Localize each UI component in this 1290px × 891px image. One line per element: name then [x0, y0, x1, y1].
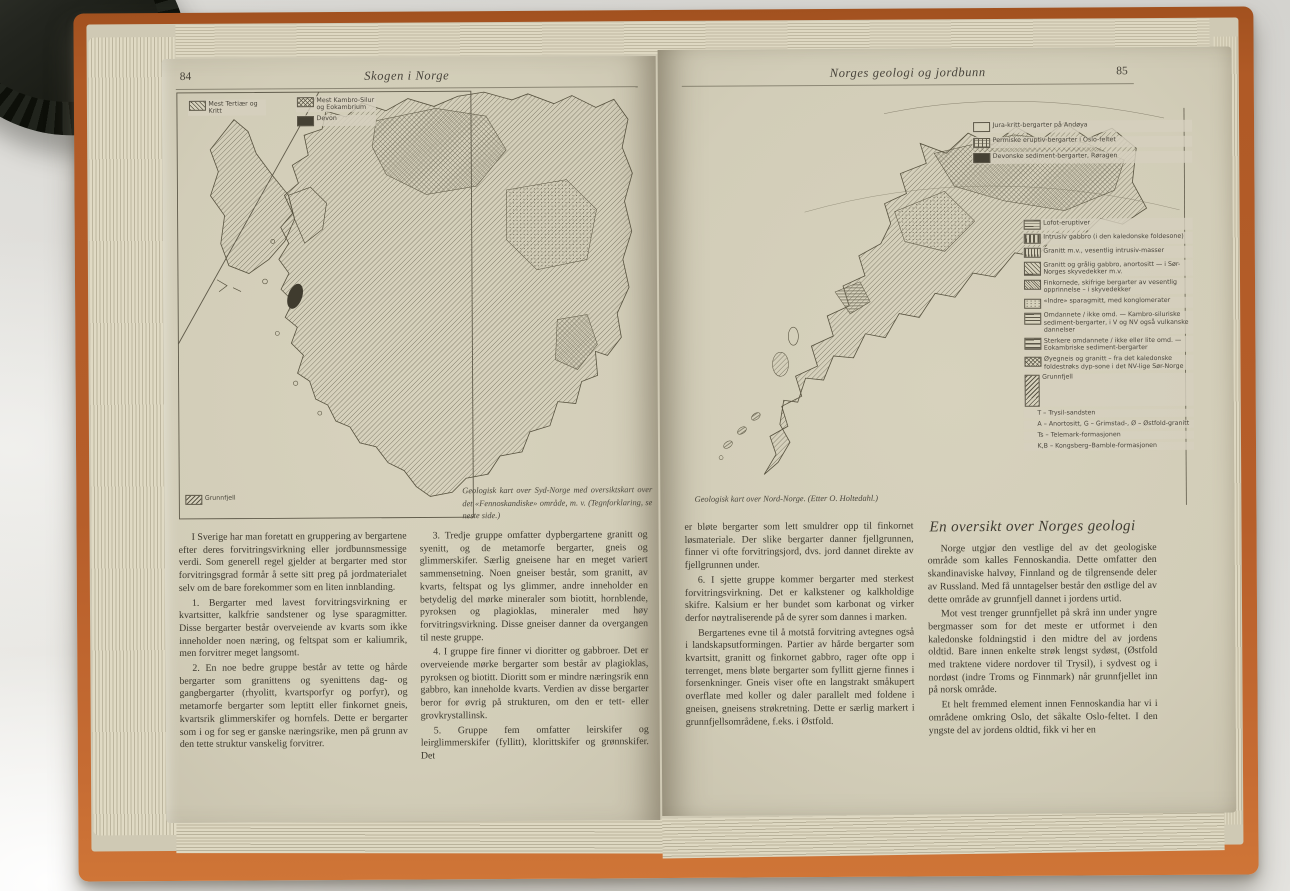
- legend-grunnfjell: [184, 493, 276, 505]
- paragraph: 5. Gruppe fem omfatter leirskifer og leirglimmerskifer (fyllitt), klorittskifer og grønnskifer. Det: [420, 723, 649, 762]
- text-column-1: [179, 531, 408, 765]
- legend-label: Øyegneis og granitt – fra det kaledonske foldestrøks dyp-sone i det NV-lige Sør-Norge: [1043, 355, 1184, 371]
- sparag-swatch-icon: [1024, 298, 1041, 308]
- paragraph: er bløte bergarter som lett smuldrer opp til finkornet løsmateriale. Der slike bergarter danner fjellgrunnen, finner vi ofte forvitringsjord, dvs. jord dannet direkte av fjellgrunnen under.: [684, 520, 914, 571]
- cross-swatch-icon: [296, 97, 313, 107]
- geologisk-kart-nord-norge: [684, 90, 1197, 510]
- geologisk-kart-syd-norge: [176, 89, 653, 524]
- legend-label: Granitt og grålig gabbro, anortositt — i Sør-Norges skyvedekker m.v.: [1043, 260, 1181, 276]
- gf-swatch-icon: [185, 495, 202, 505]
- left-page: [162, 56, 661, 823]
- legend-label: Sterkere omdannete / ikke eller lite omd. — Eokambriske sediment-bergarter: [1043, 336, 1182, 352]
- section-paragraphs: [928, 542, 1158, 738]
- paragraph: Mot vest trenger grunnfjellet på skrå inn under yngre bergmasser som for det meste er utformet i den kaledonske foldningstid i den midtre del av jordens oldtid. Bare innen enkelte strøk lengst sydøst, (Østfold med traktene videre nordover til Trysil), i sydvest og i nordøst (indre Troms og Finnmark) når grunnfjellet inn på norsk område.: [928, 607, 1158, 696]
- legend-item: [972, 135, 1192, 148]
- legend-nord-norge-side: [1023, 218, 1194, 452]
- bands-swatch-icon: [1024, 312, 1041, 324]
- paragraph: Et helt fremmed element innen Fennoskandia har vi i områdene omkring Oslo, det såkalte Oslo-feltet. I den yngste del av jordens oldtid, fikk vi her en: [928, 698, 1158, 736]
- legend-label: K,B – Kongsberg–Bamble-formasjonen: [1037, 442, 1158, 451]
- legend-label: Granitt m.v., vesentlig intrusiv-masser: [1043, 246, 1165, 255]
- syd-norge-map-drawing: [176, 89, 639, 524]
- legend-item: [1023, 232, 1193, 245]
- legend-nord-norge-top: [972, 120, 1192, 164]
- legend-label: Ts – Telemark-formasjonen: [1037, 431, 1121, 440]
- legend-label: Grunnfjell: [204, 494, 236, 502]
- right-page-text: [684, 519, 1235, 740]
- right-page-header: [682, 59, 1134, 86]
- page-edges-bottom-right: [662, 810, 1225, 858]
- legend-label: Devonske sediment-bergarter, Røragen: [992, 151, 1118, 160]
- left-page-header: [176, 62, 638, 89]
- legend-item: [1023, 336, 1193, 353]
- legend-item: [1023, 260, 1193, 277]
- legend-label: Devon: [316, 115, 337, 123]
- legend-item: [1023, 246, 1193, 259]
- legend-item: [1024, 373, 1194, 408]
- page-edges-bottom-left: [176, 819, 724, 853]
- legend-item: [1024, 409, 1194, 419]
- paragraph: I Sverige har man foretatt en gruppering av bergartene efter deres forvitringsvirkning eller jordbunnsmessige verdi. Som generell regel gjelder at bergarter med stor forvitringsgrad formår å sette sitt preg på jordmaterialet selv om de bare forekommer som en liten innblanding.: [178, 530, 407, 594]
- legend-item: [184, 493, 276, 505]
- running-title: Norges geologi og jordbunn: [829, 65, 986, 80]
- legend-label: Mest Kambro-Silur og Eokambrium: [316, 96, 375, 112]
- map-caption-nord-norge: Geologisk kart over Nord-Norge. (Etter O. Holtedahl.): [694, 493, 879, 504]
- bands2-swatch-icon: [1024, 338, 1041, 350]
- text-column-2: [420, 529, 649, 763]
- diag-swatch-icon: [188, 101, 205, 111]
- legend-tertiary: [188, 99, 266, 115]
- legend-label: Finkornede, skifrige bergarter av vesentlig opprinnelse – i skyvedekker: [1043, 278, 1178, 294]
- left-page-text: [179, 529, 660, 765]
- legend-label: A – Anortositt, G – Grimstad-, Ø – Østfold-granitt: [1037, 420, 1190, 429]
- legend-item: [1023, 310, 1193, 334]
- paragraph: 2. En noe bedre gruppe består av tette og hårde bergarter som granittens og syenittens dag- og gangbergarter (rhyolitt, kvartsporfyr og porfyr), og metamorfe bergarter som leptitt eller finkornet gneis, kvartsrik glimmerskifer og hornfels. Dette er bergarter som i og for seg er ganske næringsrike, men på grunn av den tette struktur vanskelig forvitrer.: [179, 661, 408, 751]
- right-page: [658, 47, 1237, 816]
- legend-label: Permiske eruptiv-bergarter i Oslo-feltet: [992, 136, 1116, 144]
- legend-label: Mest Tertiær og Kritt: [208, 99, 258, 115]
- hlines-swatch-icon: [1023, 220, 1040, 230]
- legend-cambro-silur: [296, 96, 376, 127]
- solid-swatch-icon: [973, 153, 990, 163]
- legend-label: Omdannete / ikke omd. — Kambro-siluriske sediment-bergarter, i V og NV også vulkanske dannelser: [1043, 310, 1189, 334]
- legend-item: [1024, 442, 1194, 452]
- brick-swatch-icon: [973, 138, 990, 148]
- legend-item: [1023, 278, 1193, 295]
- legend-item: [1024, 431, 1194, 441]
- cross-swatch-icon: [1024, 356, 1041, 366]
- legend-item: [1023, 354, 1193, 371]
- text-column-1: [684, 520, 914, 739]
- paragraph: 6. I sjette gruppe kommer bergarter med sterkest forvitringsvirkning. Det er kalkstener og kalkholdige skifre. Kalsium er her bundet som karbonat og virker derfor nøytraliserende på de syrer som dannes i marken.: [684, 573, 915, 624]
- legend-item: [296, 115, 376, 127]
- page-number: 85: [1116, 65, 1128, 78]
- paragraph: 3. Tredje gruppe omfatter dypbergartene granitt og syenitt, og de metamorfe bergarter, gneis og glimmerskifer. Særlig gneisene har en meget variert sammensetning. Noen gneiser består, som granitt, av kvarts, feltspat og lys glimmer, andre inneholder en betydelig del mørke mineraler som biotitt, hornblende, pyroksen og plagioklas, mineraler med høy forvitringsvirkning. Disse gneiser danner da overgangen til neste gruppe.: [419, 529, 649, 644]
- legend-label: Grunnfjell: [1042, 373, 1073, 382]
- text-column-2: [927, 519, 1157, 738]
- map-caption-syd-norge: Geologisk kart over Syd-Norge med oversiktskart over det «Fennoskandiske» område, m. v. (Tegnforklaring, se neste side.): [462, 485, 653, 521]
- dashes2-swatch-icon: [1023, 248, 1040, 258]
- legend-item: [1023, 296, 1193, 309]
- running-title: Skogen i Norge: [364, 68, 450, 83]
- legend-label: T – Trysil-sandsten: [1037, 409, 1096, 418]
- gft-swatch-icon: [1024, 375, 1039, 407]
- paragraph: Bergartenes evne til å motstå forvitring avtegnes også i landskapsutformingen. Partier av hårde bergarter som kvartsitt, granitt og finkornet gabbro, rager ofte opp i terrenget, mens bløte bergarter som fyllitt gjerne finnes i forsenkninger. Gneis viser ofte en langstrakt småkupert overflate med koller og daler parallelt med foldene i gneisen, gneisens strøkretning. Dette er særlig markert i grunnfjellsområdene, f.eks. i Østfold.: [685, 626, 915, 728]
- legend-label: Intrusiv gabbro (i den kaledonske foldesone): [1043, 232, 1184, 241]
- legend-item: [1023, 218, 1193, 231]
- dup-swatch-icon: [1023, 262, 1040, 276]
- paragraph: 4. I gruppe fire finner vi dioritter og gabbroer. Det er overveiende mørke bergarter som består av plagioklas, pyroksen og biotitt. Dioritt som er mindre næringsrik enn gabbro, kan inneholde kvarts. Verdien av disse bergarter beror for øvrig på strukturen, om den er tett- eller grovkrystallinsk.: [420, 645, 649, 722]
- legend-item: [1024, 420, 1194, 430]
- fine-swatch-icon: [1024, 280, 1041, 290]
- dash-swatch-icon: [1023, 234, 1040, 244]
- legend-item: [972, 151, 1192, 164]
- outline-swatch-icon: [973, 122, 990, 132]
- paragraph: Norge utgjør den vestlige del av det geologiske område som kalles Fennoskandia. Dette omfatter den skandinaviske halvøy, Finnland og de tilgrensende deler av Russland. Med få unntagelser består den østlige del av dette område av grunnfjell dannet i jordens urtid.: [927, 541, 1157, 605]
- solid-swatch-icon: [296, 116, 313, 126]
- legend-label: Jura-kritt-bergarter på Andøya: [992, 120, 1088, 129]
- legend-label: «Indre» sparagmitt, med konglomerater: [1043, 297, 1171, 305]
- page-number: 84: [179, 70, 192, 83]
- legend-item: [972, 120, 1192, 133]
- open-book: [73, 6, 1258, 881]
- legend-item: [188, 99, 266, 115]
- paragraph: 1. Bergarter med lavest forvitringsvirkning er kvartsitter, kalkfrie sandstener og lyse sparagmitter. Disse bergarter består overveiende av kvarts som ikke inneholder noen næring, og feltspat som er kaliumrik, men forvitrer meget langsomt.: [179, 596, 408, 660]
- legend-label: Lofot-eruptiver: [1043, 218, 1091, 227]
- legend-item: [296, 96, 376, 112]
- section-heading: En oversikt over Norges geologi: [929, 518, 1136, 536]
